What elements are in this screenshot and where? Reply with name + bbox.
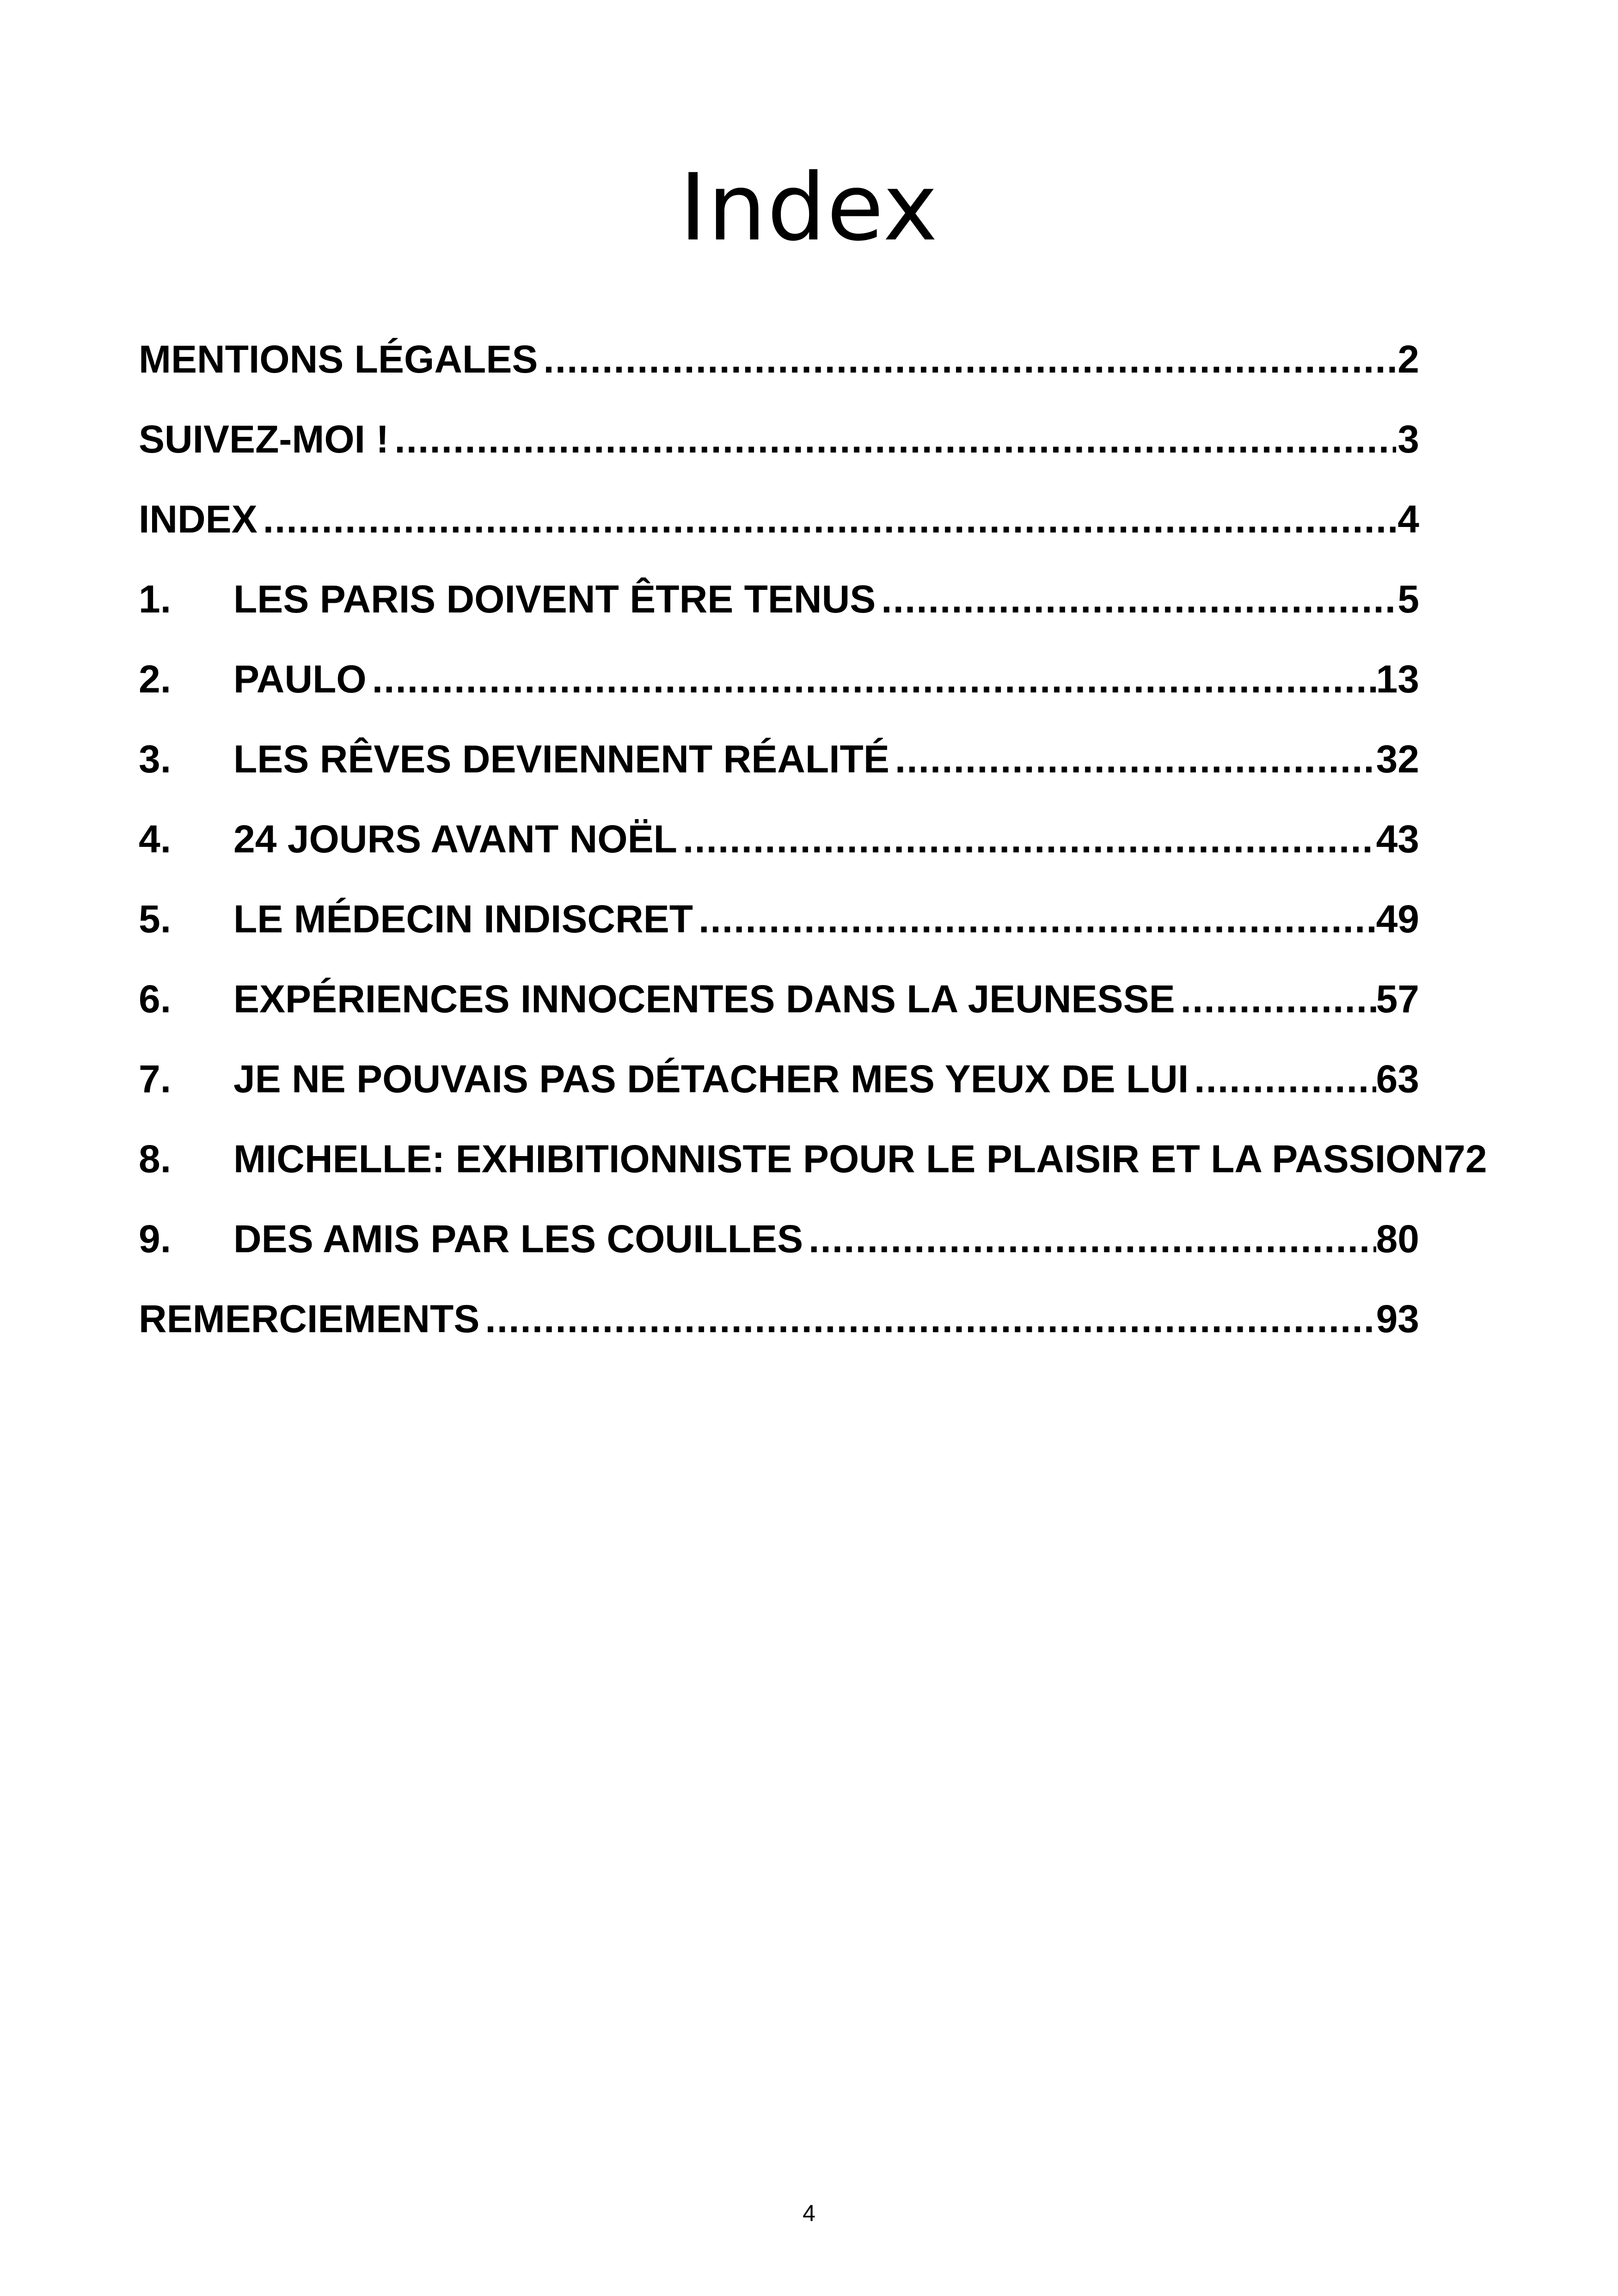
toc-dot-leader (257, 496, 1396, 542)
toc-entry-page: 13 (1376, 657, 1419, 701)
toc-entry-number: 5. (139, 897, 172, 941)
toc-entry-number: 8. (139, 1137, 172, 1181)
toc-entry-chapter-1[interactable] (139, 559, 1419, 639)
toc-entry-page: 3 (1397, 417, 1419, 461)
toc-entry-number: 3. (139, 737, 172, 781)
page-number: 4 (803, 2200, 815, 2226)
toc-dot-leader (479, 1296, 1376, 1342)
toc-entry-page: 2 (1397, 337, 1419, 381)
toc-entry-label: EXPÉRIENCES INNOCENTES DANS LA JEUNESSE (233, 977, 1175, 1021)
toc-dot-leader (693, 896, 1376, 942)
toc-entry-label: JE NE POUVAIS PAS DÉTACHER MES YEUX DE LUI (233, 1057, 1189, 1101)
toc-entry-label: SUIVEZ-MOI ! (139, 417, 389, 461)
toc-entry-page: 32 (1376, 737, 1419, 781)
toc-dot-leader (1189, 1056, 1376, 1102)
toc-entry-label: REMERCIEMENTS (139, 1297, 480, 1341)
toc-entry-chapter-7[interactable] (139, 1039, 1419, 1119)
toc-entry-mentions-legales[interactable] (139, 319, 1419, 399)
toc-entry-chapter-4[interactable] (139, 799, 1419, 879)
toc-entry-suivez-moi[interactable] (139, 399, 1419, 479)
toc-dot-leader (1175, 976, 1376, 1022)
toc-entry-number: 6. (139, 977, 172, 1021)
toc-entry-number: 2. (139, 657, 172, 701)
toc-entry-page: 57 (1376, 977, 1419, 1021)
toc-entry-label: LE MÉDECIN INDISCRET (233, 897, 693, 941)
toc-entry-number: 7. (139, 1057, 172, 1101)
toc-entry-chapter-2[interactable] (139, 639, 1419, 719)
toc-entry-page: 80 (1376, 1217, 1419, 1261)
toc-entry-chapter-6[interactable] (139, 959, 1419, 1039)
toc-entry-page: 63 (1376, 1057, 1419, 1101)
toc-entry-remerciements[interactable] (139, 1279, 1419, 1359)
toc-entry-number: 4. (139, 817, 172, 861)
toc-entry-chapter-3[interactable] (139, 719, 1419, 799)
toc-entry-label: LES RÊVES DEVIENNENT RÉALITÉ (233, 737, 889, 781)
toc-dot-leader (803, 1216, 1376, 1262)
toc-entry-number: 1. (139, 577, 172, 621)
toc-dot-leader (876, 576, 1396, 622)
toc-entry-page: 93 (1376, 1297, 1419, 1341)
toc-dot-leader (389, 416, 1396, 462)
toc-entry-label: INDEX (139, 497, 257, 541)
toc-dot-leader (677, 816, 1376, 862)
toc-entry-chapter-5[interactable] (139, 879, 1419, 959)
toc-entry-chapter-8[interactable] (139, 1119, 1487, 1199)
toc-entry-page: 43 (1376, 817, 1419, 861)
toc-entry-label: 24 JOURS AVANT NOËL (233, 817, 677, 861)
toc-entry-index[interactable] (139, 479, 1419, 559)
toc-entry-page: 4 (1397, 497, 1419, 541)
toc-entry-chapter-9[interactable] (139, 1199, 1419, 1279)
toc-dot-leader (538, 336, 1396, 382)
toc-dot-leader (367, 656, 1376, 702)
toc-entry-label: PAULO (233, 657, 367, 701)
toc-entry-page: 49 (1376, 897, 1419, 941)
toc-entry-page: 5 (1397, 577, 1419, 621)
toc-entry-label: DES AMIS PAR LES COUILLES (233, 1217, 803, 1261)
toc-entry-label: MENTIONS LÉGALES (139, 337, 538, 381)
toc-entry-label: LES PARIS DOIVENT ÊTRE TENUS (233, 577, 876, 621)
toc-entry-label: MICHELLE: EXHIBITIONNISTE POUR LE PLAISIR ET LA PASSION (233, 1137, 1444, 1181)
table-of-contents (139, 319, 1487, 1359)
toc-entry-page: 72 (1444, 1137, 1487, 1181)
toc-entry-number: 9. (139, 1217, 172, 1261)
page-title: Index (679, 154, 939, 262)
toc-dot-leader (889, 736, 1376, 782)
